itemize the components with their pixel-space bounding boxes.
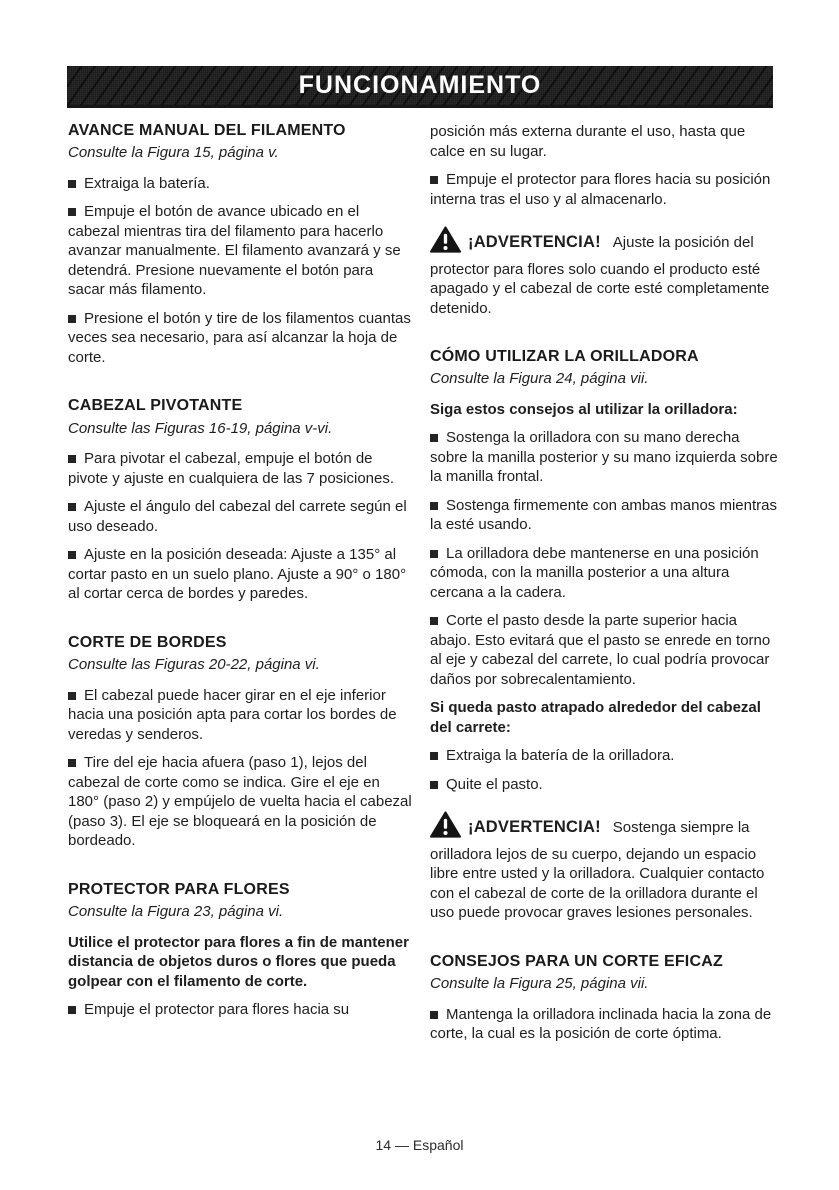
bullet-item xyxy=(430,611,778,689)
section-heading: CONSEJOS PARA UN CORTE EFICAZ xyxy=(430,952,723,970)
bold-sub-heading: Si queda pasto atrapado alrededor del cabezal del carrete: xyxy=(430,699,761,736)
bullet-item xyxy=(68,449,413,488)
section-title-bar xyxy=(67,66,773,108)
bullet-square-icon xyxy=(68,455,76,463)
bullet-square-icon xyxy=(68,315,76,323)
bullet-square-icon xyxy=(430,434,438,442)
figure-reference: Consulte la Figura 23, página vi. xyxy=(68,903,284,921)
section-heading: CORTE DE BORDES xyxy=(68,633,227,651)
bullet-item xyxy=(68,174,413,194)
bullet-item xyxy=(68,497,413,536)
bullet-text: Tire del eje hacia afuera (paso 1), lejos del cabezal de corte como se indica. Gire el eje en 180° (paso 2) y empújelo de vuelta hacia el cabezal (paso 3). El eje se bloqueará en la posición de bordeado. xyxy=(68,754,412,850)
warning-note xyxy=(430,811,778,923)
bullet-item xyxy=(430,1005,778,1044)
footer-page-number: 14 — Español xyxy=(375,1137,464,1153)
bullet-item xyxy=(68,545,413,604)
bullet-text: Presione el botón y tire de los filamentos cuantas veces sea necesario, para así alcanzar la hoja de corte. xyxy=(68,309,411,366)
figure-reference: Consulte las Figuras 20-22, página vi. xyxy=(68,656,320,674)
right-column xyxy=(430,122,778,1053)
figure-reference: Consulte las Figuras 16-19, página v-vi. xyxy=(68,419,333,437)
bullet-item xyxy=(430,544,778,603)
bullet-item xyxy=(430,428,778,487)
bullet-item xyxy=(68,686,413,745)
bullet-square-icon xyxy=(68,551,76,559)
figure-reference: Consulte la Figura 24, página vii. xyxy=(430,370,649,388)
bullet-text: Ajuste el ángulo del cabezal del carrete según el uso deseado. xyxy=(68,498,407,535)
bullet-item xyxy=(68,309,413,368)
warning-label: ¡ADVERTENCIA! xyxy=(468,233,601,251)
bullet-text: La orilladora debe mantenerse en una posición cómoda, con la manilla posterior a una altura cercana a la cadera. xyxy=(430,544,759,601)
bold-intro-paragraph: Siga estos consejos al utilizar la orilladora: xyxy=(430,400,738,418)
section-heading: CÓMO UTILIZAR LA ORILLADORA xyxy=(430,348,699,365)
bullet-square-icon xyxy=(430,1011,438,1019)
bullet-text: Empuje el protector para flores hacia su posición interna tras el uso y al almacenarlo. xyxy=(430,171,771,208)
continuation-paragraph: posición más externa durante el uso, hasta que calce en su lugar. xyxy=(430,123,746,160)
bullet-square-icon xyxy=(68,180,76,188)
bullet-text: Mantenga la orilladora inclinada hacia la zona de corte, la cual es la posición de corte óptima. xyxy=(430,1005,772,1043)
warning-text: Sostenga siempre la orilladora lejos de su cuerpo, dejando un espacio libre entre usted y la orilladora. Cualquier contacto con el cabezal de corte de la orilladora durante el uso puede provocar graves lesiones personales. xyxy=(430,819,765,922)
warning-text: Ajuste la posición del protector para flores solo cuando el producto esté apagado y el cabezal de corte esté completamente detenido. xyxy=(430,234,770,317)
bullet-text: Empuje el botón de avance ubicado en el cabezal mientras tira del filamento para hacerlo avanzar manualmente. El filamento avanzará y se detendrá. Presione nuevamente el botón para sacar más filamento. xyxy=(68,203,401,299)
figure-reference: Consulte la Figura 25, página vii. xyxy=(430,975,649,993)
bullet-square-icon xyxy=(430,617,438,625)
bullet-item xyxy=(430,170,778,209)
warning-triangle-icon xyxy=(430,226,461,260)
bullet-text: Ajuste en la posición deseada: Ajuste a 135° al cortar pasto en un suelo plano. Ajuste a 90° o 180° al cortar cerca de bordes y paredes. xyxy=(68,546,407,603)
bullet-text: Extraiga la batería de la orilladora. xyxy=(446,747,675,765)
figure-reference: Consulte la Figura 15, página v. xyxy=(68,144,279,162)
warning-label: ¡ADVERTENCIA! xyxy=(468,818,601,837)
bullet-text: Quite el pasto. xyxy=(446,775,543,793)
bullet-item xyxy=(430,746,778,766)
bullet-square-icon xyxy=(68,208,76,216)
bullet-square-icon xyxy=(68,759,76,767)
bullet-text: Sostenga firmemente con ambas manos mientras la esté usando. xyxy=(430,496,777,534)
section-heading: CABEZAL PIVOTANTE xyxy=(68,397,243,415)
bullet-square-icon xyxy=(430,752,438,760)
bullet-text: Corte el pasto desde la parte superior hacia abajo. Esto evitará que el pasto se enrede en torno al eje y cabezal del carrete, lo cual podría provocar daños por sobrecalentamiento. xyxy=(430,612,771,688)
bullet-square-icon xyxy=(430,550,438,558)
section-heading: AVANCE MANUAL DEL FILAMENTO xyxy=(68,122,346,139)
section-heading: PROTECTOR PARA FLORES xyxy=(68,880,290,898)
left-column xyxy=(68,122,413,1029)
bullet-square-icon xyxy=(68,692,76,700)
bullet-square-icon xyxy=(430,176,438,184)
bullet-item xyxy=(68,753,413,851)
bullet-item xyxy=(430,775,778,795)
bullet-text: Extraiga la batería. xyxy=(84,174,210,192)
bullet-text: Para pivotar el cabezal, empuje el botón de pivote y ajuste en cualquiera de las 7 posiciones. xyxy=(68,450,395,487)
warning-note xyxy=(430,226,778,318)
bullet-item xyxy=(68,202,413,300)
bullet-square-icon xyxy=(430,781,438,789)
bold-intro-paragraph: Utilice el protector para flores a fin de mantener distancia de objetos duros o flores que pueda golpear con el filamento de corte. xyxy=(68,933,409,990)
bullet-text: El cabezal puede hacer girar en el eje inferior hacia una posición apta para cortar los bordes de veredas y senderos. xyxy=(68,686,397,743)
bullet-square-icon xyxy=(68,503,76,511)
bullet-item xyxy=(68,1000,413,1020)
bullet-item xyxy=(430,496,778,535)
bullet-text: Empuje el protector para flores hacia su xyxy=(84,1001,350,1019)
page-title: FUNCIONAMIENTO xyxy=(298,71,542,99)
warning-triangle-icon xyxy=(430,811,461,845)
bullet-square-icon xyxy=(68,1006,76,1014)
bullet-text: Sostenga la orilladora con su mano derecha sobre la manilla posterior y su mano izquierda sobre la manilla frontal. xyxy=(430,429,778,486)
bullet-square-icon xyxy=(430,502,438,510)
